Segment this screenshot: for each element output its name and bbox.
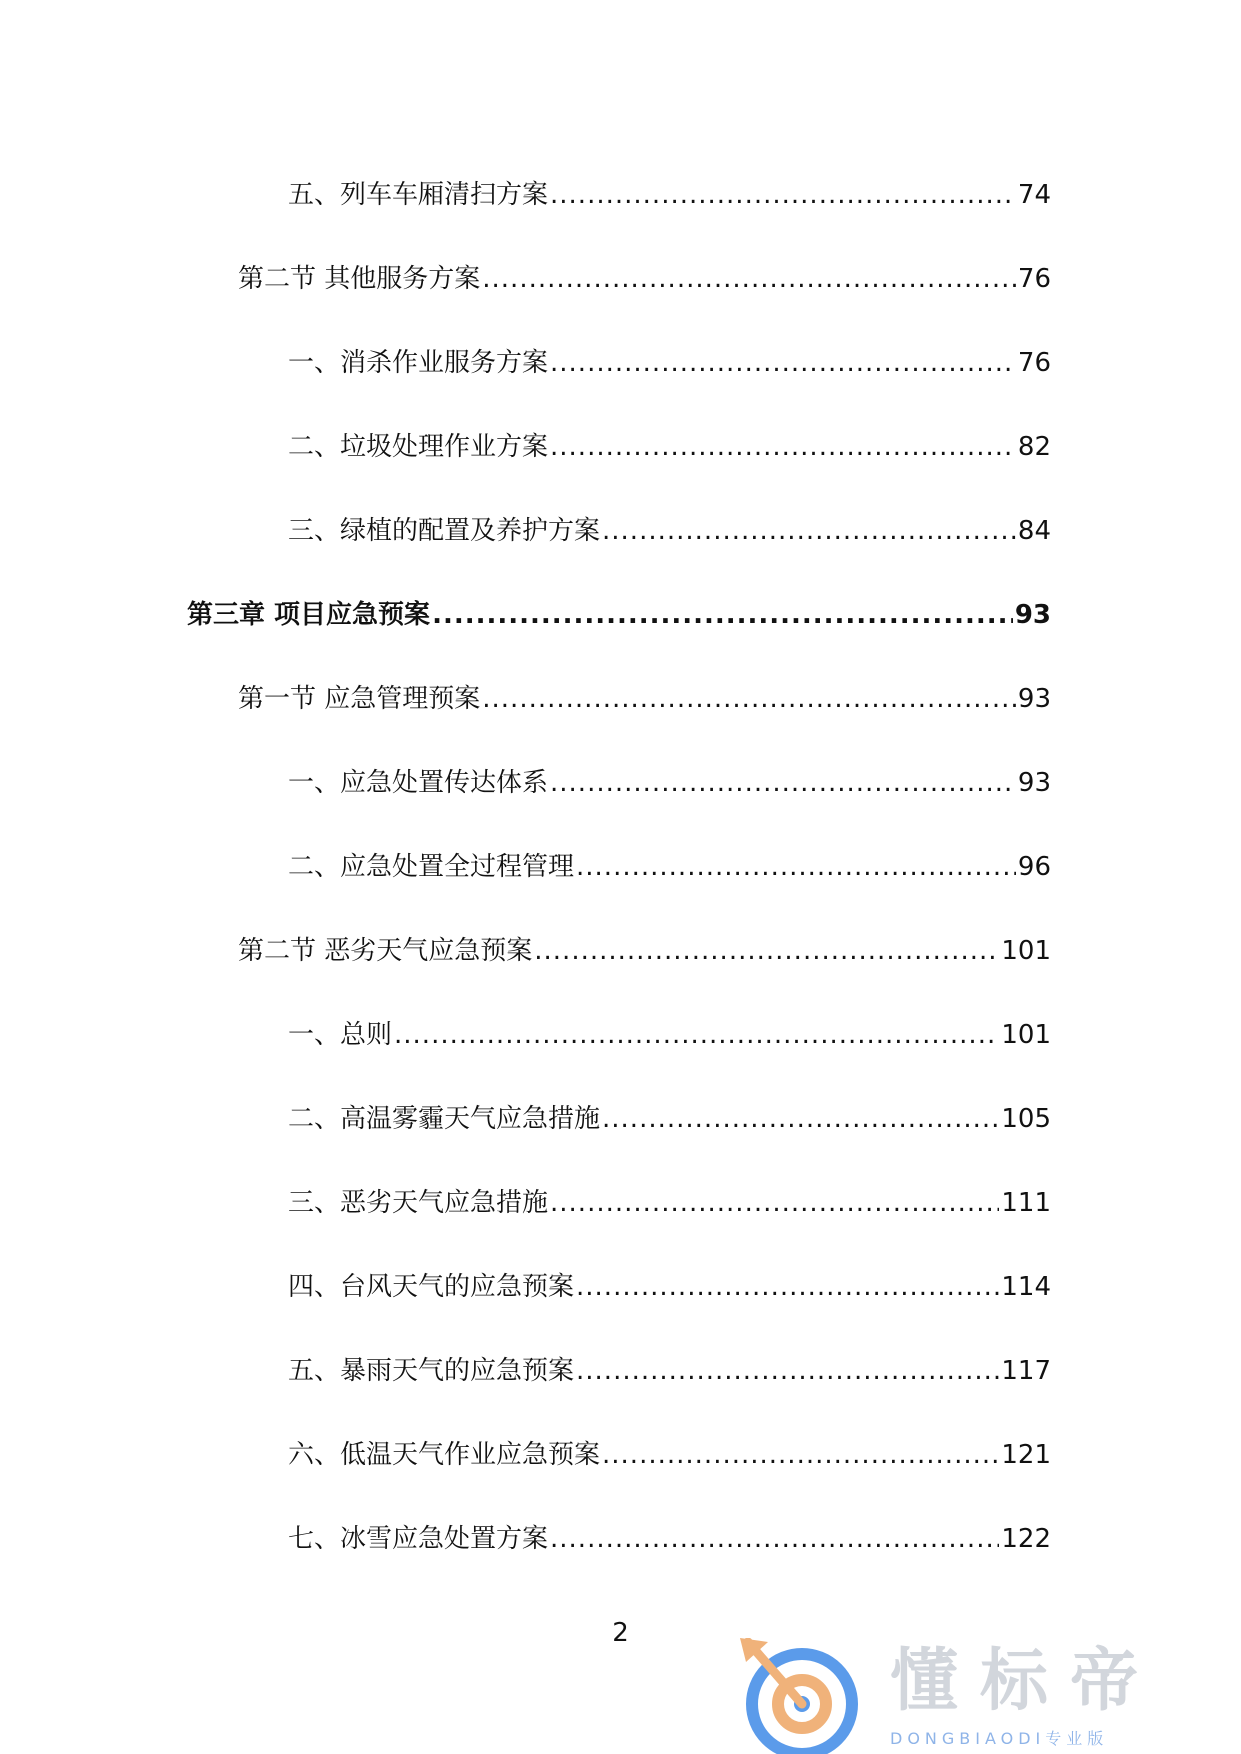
- toc-entry-page: 122: [1001, 1524, 1051, 1554]
- toc-entry-page: 76: [1017, 348, 1051, 378]
- toc-entry[interactable]: [288, 430, 1051, 464]
- watermark-brand-name: 懂标帝: [890, 1642, 1161, 1721]
- toc-entry-page: 74: [1017, 180, 1051, 210]
- toc-dot-leader: [550, 430, 1016, 464]
- toc-entry[interactable]: [288, 346, 1051, 380]
- toc-entry-page: 101: [1001, 1020, 1051, 1050]
- toc-entry[interactable]: [238, 934, 1051, 968]
- toc-entry-page: 114: [1001, 1272, 1051, 1302]
- toc-entry[interactable]: [288, 1186, 1051, 1220]
- toc-entry-title: 二、应急处置全过程管理: [288, 852, 575, 882]
- toc-entry[interactable]: [238, 262, 1051, 296]
- target-arrow-icon: [740, 1638, 870, 1754]
- toc-entry-title: 三、恶劣天气应急措施: [288, 1188, 549, 1218]
- toc-entry-page: 93: [1017, 684, 1051, 714]
- toc-entry[interactable]: [288, 1354, 1051, 1388]
- toc-entry-page: 82: [1017, 432, 1051, 462]
- toc-dot-leader: [394, 1018, 999, 1052]
- toc-dot-leader: [602, 1102, 999, 1136]
- toc-dot-leader: [602, 514, 1016, 548]
- toc-entry-title: 七、冰雪应急处置方案: [288, 1524, 549, 1554]
- toc-entry[interactable]: [288, 1438, 1051, 1472]
- toc-entry-page: 105: [1001, 1104, 1051, 1134]
- toc-dot-leader: [482, 682, 1016, 716]
- toc-entry-page: 93: [1014, 600, 1051, 630]
- watermark-brand-subtitle: DONGBIAODI专业版: [890, 1729, 1109, 1748]
- toc-entry-title: 四、台风天气的应急预案: [288, 1272, 575, 1302]
- toc-entry[interactable]: [238, 682, 1051, 716]
- toc-dot-leader: [550, 766, 1016, 800]
- toc-entry-page: 111: [1001, 1188, 1051, 1218]
- toc-entry-title: 一、消杀作业服务方案: [288, 348, 549, 378]
- toc-entry-page: 84: [1017, 516, 1051, 546]
- toc-entry[interactable]: [288, 178, 1051, 212]
- toc-entry-page: 93: [1017, 768, 1051, 798]
- toc-dot-leader: [550, 346, 1016, 380]
- toc-entry-title: 二、高温雾霾天气应急措施: [288, 1104, 601, 1134]
- toc-dot-leader: [432, 598, 1013, 632]
- toc-dot-leader: [602, 1438, 999, 1472]
- toc-entry[interactable]: [288, 1102, 1051, 1136]
- toc-dot-leader: [576, 850, 1016, 884]
- toc-entry-page: 121: [1001, 1440, 1051, 1470]
- toc-chapter-entry[interactable]: [187, 598, 1051, 632]
- toc-entry-page: 96: [1017, 852, 1051, 882]
- toc-dot-leader: [482, 262, 1016, 296]
- toc-entry-title: 五、列车车厢清扫方案: [288, 180, 549, 210]
- page-number: 2: [612, 1618, 629, 1648]
- toc-entry-title: 一、总则: [288, 1020, 393, 1050]
- toc-entry[interactable]: [288, 850, 1051, 884]
- toc-entry-title: 第一节 应急管理预案: [238, 684, 481, 714]
- toc-entry[interactable]: [288, 1522, 1051, 1556]
- toc-entry[interactable]: [288, 1018, 1051, 1052]
- toc-dot-leader: [550, 1522, 999, 1556]
- toc-entry-title: 六、低温天气作业应急预案: [288, 1440, 601, 1470]
- toc-entry-page: 101: [1001, 936, 1051, 966]
- toc-entry[interactable]: [288, 514, 1051, 548]
- toc-dot-leader: [550, 178, 1016, 212]
- toc-entry[interactable]: [288, 1270, 1051, 1304]
- toc-entry-title: 三、绿植的配置及养护方案: [288, 516, 601, 546]
- toc-entry-title: 第三章 项目应急预案: [187, 600, 431, 630]
- toc-entry-title: 第二节 其他服务方案: [238, 264, 481, 294]
- toc-dot-leader: [576, 1354, 999, 1388]
- toc-entry-title: 第二节 恶劣天气应急预案: [238, 936, 533, 966]
- toc-entry-title: 二、垃圾处理作业方案: [288, 432, 549, 462]
- toc-entry-page: 117: [1001, 1356, 1051, 1386]
- toc-entry[interactable]: [288, 766, 1051, 800]
- toc-entry-title: 五、暴雨天气的应急预案: [288, 1356, 575, 1386]
- toc-dot-leader: [576, 1270, 999, 1304]
- watermark-logo: [740, 1638, 1241, 1754]
- toc-dot-leader: [550, 1186, 999, 1220]
- toc-entry-title: 一、应急处置传达体系: [288, 768, 549, 798]
- toc-dot-leader: [534, 934, 999, 968]
- toc-entry-page: 76: [1017, 264, 1051, 294]
